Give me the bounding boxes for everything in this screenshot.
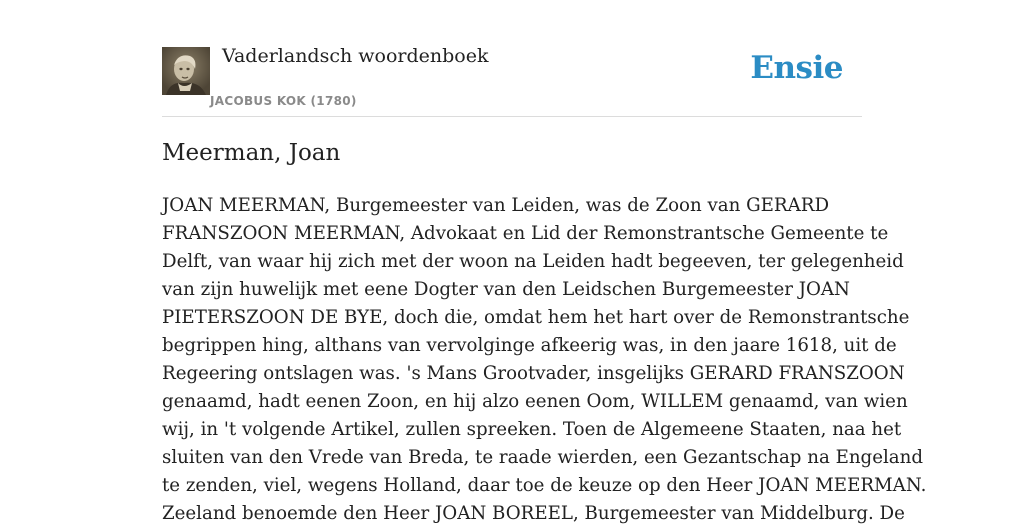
book-title[interactable]: Vaderlandsch woordenboek — [222, 45, 489, 67]
entry-line: Zeeland benoemde den Heer JOAN BOREEL, Burgemeester van Middelburg. De — [162, 503, 905, 524]
entry-line: FRANSZOON MEERMAN, Advokaat en Lid der Remonstrantsche Gemeente te — [162, 223, 889, 244]
entry-line: te zenden, viel, wegens Holland, daar toe de keuze op den Heer JOAN MEERMAN. — [162, 475, 927, 496]
entry-line: wij, in 't volgende Artikel, zullen spreeken. Toen de Algemeene Staaten, naa het — [162, 419, 902, 440]
entry-line: Regeering ontslagen was. 's Mans Grootvader, insgelijks GERARD FRANSZOON — [162, 363, 905, 384]
entry-line: begrippen hing, althans van vervolginge afkeerig was, in den jaare 1618, uit de — [162, 335, 897, 356]
author-portrait-icon[interactable] — [162, 47, 210, 95]
author-name[interactable]: JACOBUS KOK (1780) — [210, 94, 357, 108]
entry-title: Meerman, Joan — [162, 140, 341, 166]
entry-line: van zijn huwelijk met eene Dogter van den Leidschen Burgemeester JOAN — [162, 279, 850, 300]
ensie-logo[interactable]: Ensie — [750, 50, 843, 86]
entry-body — [162, 192, 927, 528]
entry-line: genaamd, hadt eenen Zoon, en hij alzo eenen Oom, WILLEM genaamd, van wien — [162, 391, 908, 412]
entry-line: JOAN MEERMAN, Burgemeester van Leiden, was de Zoon van GERARD — [162, 195, 830, 216]
entry-line: Delft, van waar hij zich met der woon na Leiden hadt begeeven, ter gelegenheid — [162, 251, 904, 272]
site-header — [162, 0, 862, 117]
portrait-image — [162, 47, 210, 95]
entry-line: PIETERSZOON DE BYE, doch die, omdat hem het hart over de Remonstrantsche — [162, 307, 910, 328]
entry-line: sluiten van den Vrede van Breda, te raade wierden, een Gezantschap na Engeland — [162, 447, 923, 468]
